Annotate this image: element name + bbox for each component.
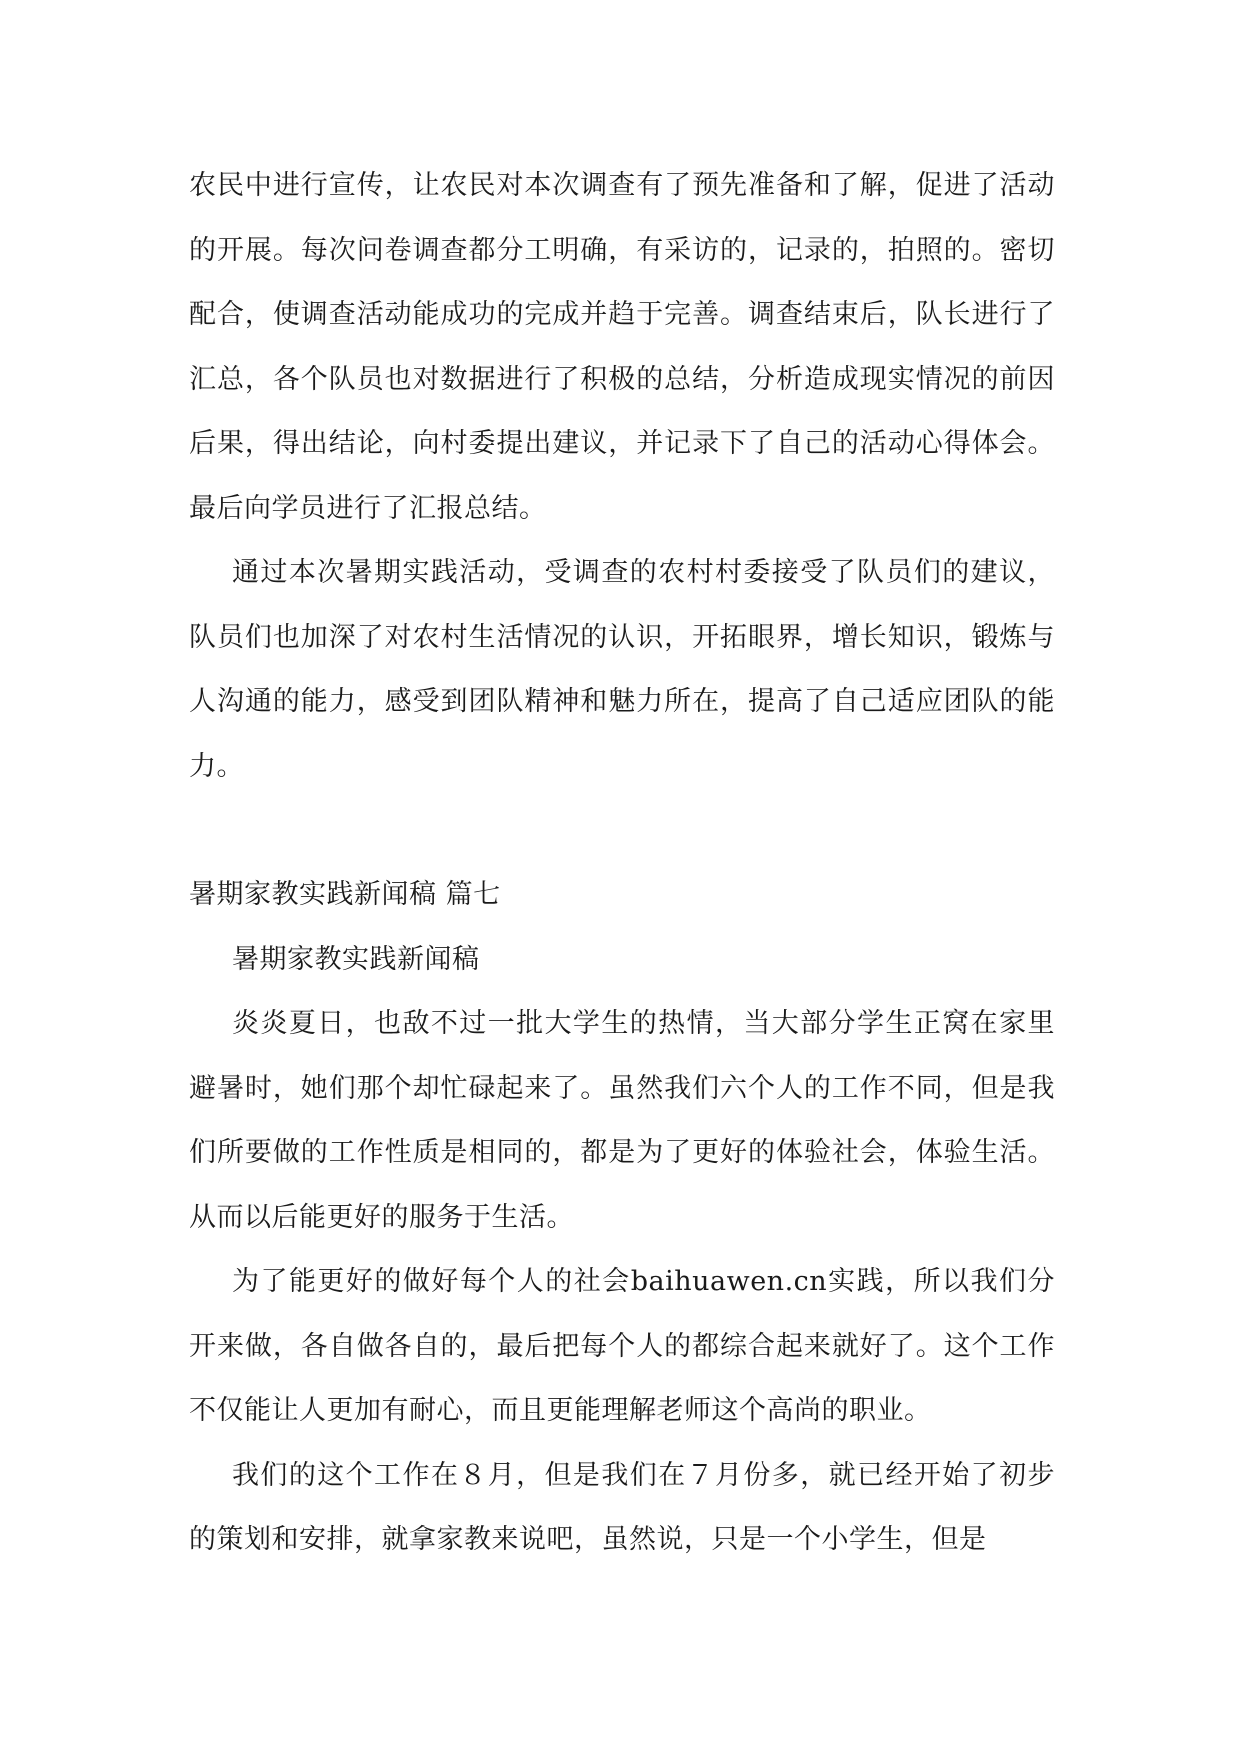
article-subtitle: 暑期家教实践新闻稿 [232, 943, 480, 975]
section-heading: 暑期家教实践新闻稿 篇七 [189, 879, 501, 910]
paragraph: 为了能更好的做好每个人的社会baihuawen.cn实践，所以我们分开来做，各自做各自的，最后把每个人的都综合起来就好了。这个工作不仅能让人更加有耐心，而且更能理解老师这个高尚的职业。 [189, 1266, 1055, 1426]
document-body [189, 154, 1055, 1573]
section-spacer [189, 799, 1055, 863]
paragraph: 通过本次暑期实践活动，受调查的农村村委接受了队员们的建议，队员们也加深了对农村生活情况的认识，开拓眼界，增长知识，锻炼与人沟通的能力，感受到团队精神和魅力所在，提高了自己适应团队的能力。 [189, 557, 1055, 782]
paragraph: 炎炎夏日，也敌不过一批大学生的热情，当大部分学生正窝在家里避暑时，她们那个却忙碌起来了。虽然我们六个人的工作不同，但是我们所要做的工作性质是相同的，都是为了更好的体验社会，体验生活。从而以后能更好的服务于生活。 [189, 1008, 1055, 1233]
paragraph-continued: 农民中进行宣传，让农民对本次调查有了预先准备和了解，促进了活动的开展。每次问卷调查都分工明确，有采访的，记录的，拍照的。密切配合，使调查活动能成功的完成并趋于完善。调查结束后，队长进行了汇总，各个队员也对数据进行了积极的总结，分析造成现实情况的前因后果，得出结论，向村委提出建议，并记录下了自己的活动心得体会。最后向学员进行了汇报总结。 [189, 170, 1055, 524]
paragraph: 我们的这个工作在８月，但是我们在７月份多，就已经开始了初步的策划和安排，就拿家教来说吧，虽然说，只是一个小学生，但是 [189, 1459, 1055, 1555]
